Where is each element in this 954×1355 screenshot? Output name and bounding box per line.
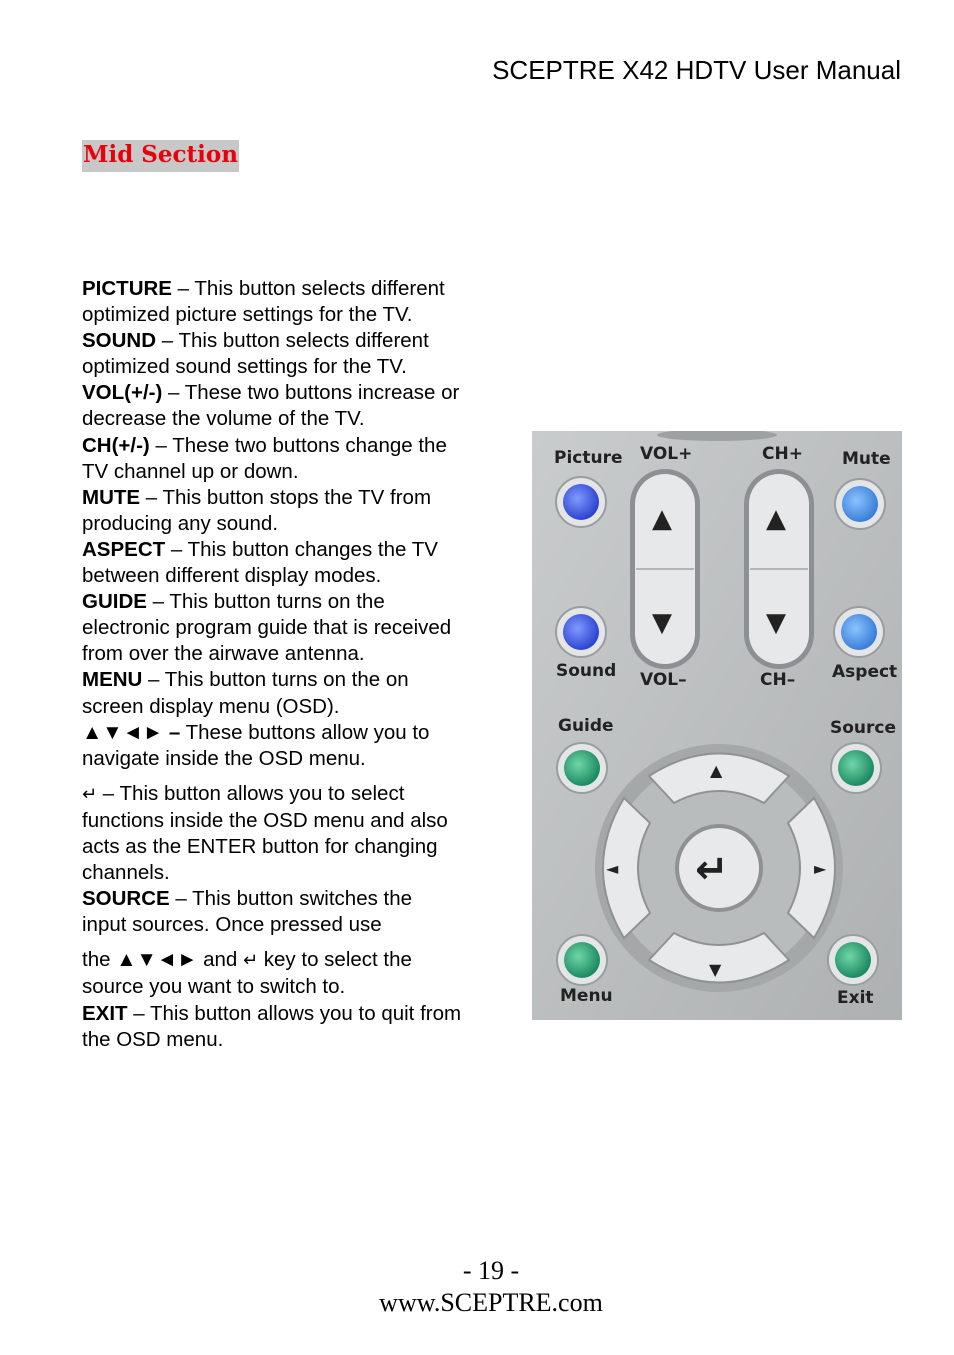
source-term: SOURCE xyxy=(82,887,170,911)
vol-up-icon[interactable]: ▲ xyxy=(652,504,672,534)
picture-description: PICTURE – This button selects different optimized picture settings for the TV. xyxy=(82,277,445,327)
exit-description: EXIT – This button allows you to quit from the OSD menu. xyxy=(82,1001,462,1051)
section-title: Mid Section xyxy=(82,140,239,172)
arrows-description: ▲▼◄► – These buttons allow you to navigate inside the OSD menu. xyxy=(82,720,430,770)
nav-up-icon[interactable]: ▲ xyxy=(710,761,723,780)
picture-button[interactable] xyxy=(556,477,606,527)
enter-icon[interactable]: ↵ xyxy=(695,847,729,893)
sound-description: SOUND – This button selects different optimized sound settings for the TV. xyxy=(82,329,429,379)
guide-description: GUIDE – This button turns on the electronic program guide that is received from over the airwave antenna. xyxy=(82,590,452,666)
button-description-list xyxy=(82,276,462,1053)
ch-up-icon[interactable]: ▲ xyxy=(766,504,786,534)
arrows-term: ▲▼◄► – xyxy=(82,720,181,744)
mute-description: MUTE – This button stops the TV from producing any sound. xyxy=(82,485,432,535)
exit-button[interactable] xyxy=(828,935,878,985)
aspect-button[interactable] xyxy=(834,607,884,657)
remote-label-ch-plus: CH+ xyxy=(762,444,803,464)
remote-control-photo xyxy=(532,431,902,1020)
remote-label-ch-minus: CH– xyxy=(760,670,796,690)
remote-label-picture: Picture xyxy=(554,448,623,468)
enter-icon: ↵ xyxy=(242,950,259,972)
sound-term: SOUND xyxy=(82,329,157,353)
menu-term: MENU xyxy=(82,668,143,692)
mute-button[interactable] xyxy=(835,479,885,529)
remote-label-aspect: Aspect xyxy=(832,662,898,682)
remote-label-vol-minus: VOL– xyxy=(640,670,687,690)
nav-right-icon[interactable]: ► xyxy=(814,859,827,878)
channel-rocker[interactable] xyxy=(744,469,814,669)
remote-label-exit: Exit xyxy=(837,988,874,1008)
menu-button[interactable] xyxy=(557,935,607,985)
ch-term: CH(+/-) xyxy=(82,433,150,457)
manual-header-title: SCEPTRE X42 HDTV User Manual xyxy=(492,55,901,85)
enter-icon: ↵ xyxy=(82,783,98,805)
aspect-term: ASPECT xyxy=(82,537,166,561)
remote-label-guide: Guide xyxy=(558,716,614,736)
guide-button[interactable] xyxy=(557,743,607,793)
enter-description: ↵ – This button allows you to select functions inside the OSD menu and also acts as the ENTER button for changing channels. xyxy=(82,781,448,885)
aspect-description: ASPECT – This button changes the TV between different display modes. xyxy=(82,537,438,588)
picture-term: PICTURE xyxy=(82,277,172,300)
vol-term: VOL(+/-) xyxy=(82,381,163,405)
menu-description: MENU – This button turns on the on screen display menu (OSD). xyxy=(82,668,409,718)
guide-term: GUIDE xyxy=(82,590,147,614)
source-description: SOURCE – This button switches the input sources. Once pressed use xyxy=(82,887,413,937)
remote-label-source: Source xyxy=(830,718,897,738)
vol-description: VOL(+/-) – These two buttons increase or decrease the volume of the TV. xyxy=(82,381,460,431)
remote-label-menu: Menu xyxy=(560,986,613,1006)
remote-label-mute: Mute xyxy=(842,449,891,469)
volume-rocker[interactable] xyxy=(630,469,700,669)
nav-left-icon[interactable]: ◄ xyxy=(606,859,619,878)
ch-description: CH(+/-) – These two buttons change the TV channel up or down. xyxy=(82,433,447,483)
vol-down-icon[interactable]: ▼ xyxy=(652,608,672,638)
website-url: www.SCEPTRE.com xyxy=(379,1288,603,1317)
mute-term: MUTE xyxy=(82,485,141,509)
nav-down-icon[interactable]: ▼ xyxy=(709,960,722,979)
sound-button[interactable] xyxy=(556,607,606,657)
exit-term: EXIT xyxy=(82,1001,128,1025)
ch-down-icon[interactable]: ▼ xyxy=(766,608,786,638)
remote-label-sound: Sound xyxy=(556,661,617,681)
arrow-keys-icon: ▲▼◄► xyxy=(116,948,198,972)
source-description-cont: the ▲▼◄► and ↵ key to select the source you want to switch to. xyxy=(82,948,412,999)
page-number: - 19 - xyxy=(462,1256,520,1285)
remote-label-vol-plus: VOL+ xyxy=(640,444,693,464)
source-button[interactable] xyxy=(831,743,881,793)
